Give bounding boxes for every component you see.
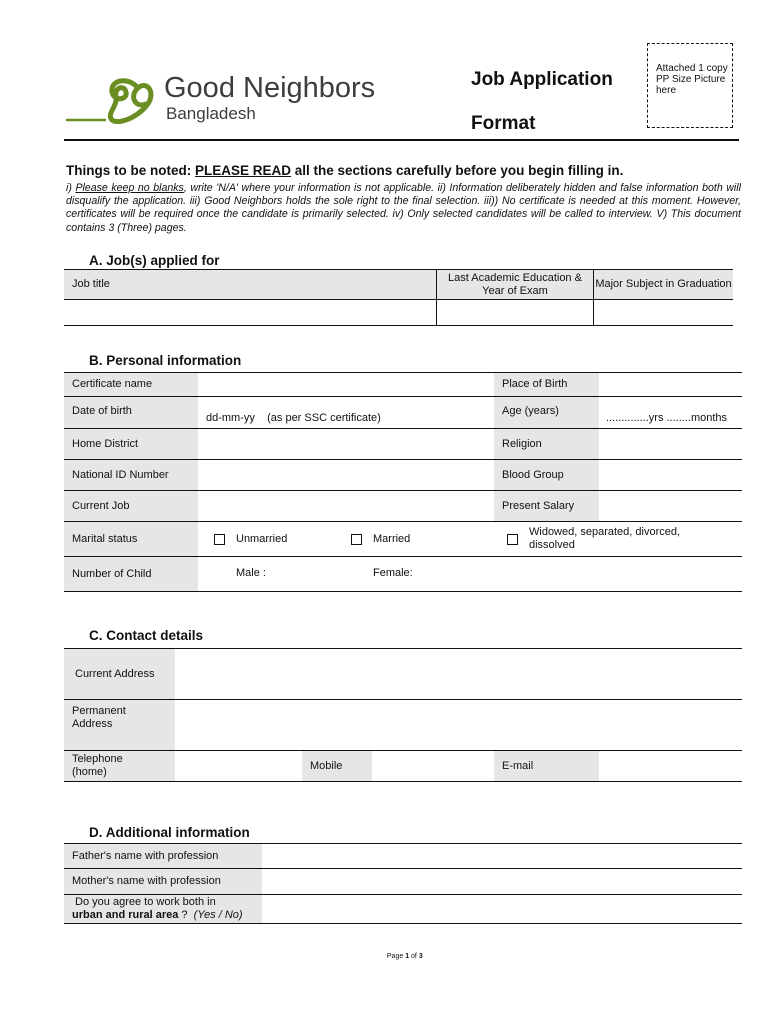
notice-body-rest: , write 'N/A' where your information is not applicable. ii) Information deliberately hidden and false information both will disqualify the application. iii) Good Neighbors holds the sole right to the final selection. iii)) No certificate is needed at this moment. However, certificates will be required once the candidate is primarily selected. iv) Only selected candidates will be called to interview. V) This document contains 3 (Three) pages. (66, 182, 741, 234)
col-major-label: Major Subject in Graduation (595, 278, 732, 290)
label-text: Father's name with profession (72, 849, 219, 862)
label-text: Current Job (72, 499, 130, 512)
checkbox-married[interactable] (351, 534, 362, 545)
label-agree (64, 895, 262, 923)
label-text: Home District (72, 437, 139, 450)
logo-mark-icon (66, 74, 166, 124)
telephone-input[interactable] (176, 751, 302, 781)
page-num: 1 (405, 953, 410, 960)
label-text: Mobile (310, 759, 343, 772)
label-text: Religion (502, 437, 542, 450)
page-total: 3 (418, 953, 423, 960)
label-permanent-address (64, 700, 175, 750)
current-address-input[interactable] (176, 649, 742, 699)
option-married: Married (373, 533, 411, 545)
label-telephone (64, 751, 175, 781)
label-text: Permanent Address (72, 705, 126, 730)
agree-line1: Do you agree to work both in (72, 896, 216, 908)
label-text: Blood Group (502, 468, 564, 481)
notice-body-prefix: i) (66, 182, 76, 194)
label-national-id (64, 460, 198, 490)
label-age (494, 397, 599, 428)
label-text: Marital status (72, 532, 138, 545)
notice-heading (66, 163, 623, 178)
label-text: Present Salary (502, 499, 575, 512)
agree-hint: (Yes / No) (193, 909, 243, 921)
label-number-of-child (64, 557, 198, 591)
label-text: Place of Birth (502, 378, 568, 390)
col-major (594, 270, 733, 299)
logo (66, 74, 386, 124)
divider (64, 923, 742, 924)
page-number (383, 946, 423, 960)
form-title-line2: Format (471, 113, 536, 134)
col-job-title-label: Job title (72, 278, 110, 290)
home-district-input[interactable] (199, 429, 494, 459)
male-label: Male : (236, 567, 266, 579)
divider (64, 591, 742, 592)
label-blood-group (494, 460, 599, 490)
certificate-name-input[interactable] (199, 373, 494, 396)
section-a-title: A. Job(s) applied for (89, 253, 220, 268)
national-id-input[interactable] (199, 460, 494, 490)
label-text: Current Address (75, 667, 155, 680)
checkbox-widowed[interactable] (507, 534, 518, 545)
notice-rest: all the sections carefully before you begin filling in. (291, 163, 624, 178)
form-title-line1: Job Application (471, 69, 613, 90)
agree-bold: urban and rural area (72, 909, 179, 921)
label-mother (64, 869, 262, 894)
header-rule (64, 139, 739, 141)
photo-note: Attached 1 copy PP Size Picture here (656, 63, 728, 96)
checkbox-unmarried[interactable] (214, 534, 225, 545)
current-job-input[interactable] (199, 491, 494, 521)
section-c-title: C. Contact details (89, 628, 204, 643)
col-job-title (64, 270, 436, 299)
education-input[interactable] (437, 300, 593, 325)
mother-input[interactable] (263, 869, 742, 894)
label-text: National ID Number (72, 468, 169, 481)
notice-emphasis: PLEASE READ (194, 163, 292, 178)
label-present-salary (494, 491, 599, 521)
label-certificate-name (64, 373, 198, 396)
label-current-address (64, 649, 175, 699)
dob-hint: dd-mm-yy (as per SSC certificate) (206, 412, 381, 424)
present-salary-input[interactable] (600, 491, 742, 521)
label-current-job (64, 491, 198, 521)
label-text: Telephone (home) (72, 753, 123, 778)
page-word: Page (386, 953, 406, 960)
option-unmarried: Unmarried (236, 533, 288, 545)
col-education-label: Last Academic Education & Year of Exam (448, 271, 582, 297)
agree-input[interactable] (263, 895, 742, 923)
divider (64, 325, 733, 326)
label-text: Number of Child (72, 567, 152, 580)
agree-line2 (72, 909, 262, 922)
label-mobile (302, 751, 372, 781)
blood-group-input[interactable] (600, 460, 742, 490)
label-home-district (64, 429, 198, 459)
label-father (64, 844, 262, 868)
mobile-input[interactable] (373, 751, 494, 781)
notice-body-underlined: Please keep no blanks (75, 182, 184, 194)
label-text: Date of birth (72, 405, 132, 417)
email-input[interactable] (600, 751, 742, 781)
permanent-address-input[interactable] (176, 700, 742, 750)
label-text: Certificate name (72, 378, 153, 390)
photo-placeholder[interactable] (647, 43, 733, 128)
label-text: E-mail (502, 759, 534, 772)
org-country: Bangladesh (166, 104, 256, 123)
date-of-birth-input[interactable] (199, 397, 494, 428)
notice-lead: Things to be noted: (66, 163, 195, 178)
religion-input[interactable] (600, 429, 742, 459)
section-b-title: B. Personal information (89, 353, 242, 368)
divider (64, 781, 742, 782)
job-title-input[interactable] (64, 300, 436, 325)
age-input[interactable] (600, 397, 742, 428)
female-label: Female: (373, 567, 413, 579)
of-word: of (409, 953, 419, 960)
age-hint: ..............yrs ........months (606, 412, 728, 424)
notice-body (66, 182, 741, 235)
female-count-input[interactable] (420, 560, 510, 588)
label-text: Mother's name with profession (72, 875, 221, 887)
major-input[interactable] (594, 300, 733, 325)
section-d-title: D. Additional information (89, 825, 250, 840)
place-of-birth-input[interactable] (600, 373, 742, 396)
label-date-of-birth (64, 397, 198, 428)
org-name: Good Neighbors (164, 72, 376, 104)
col-education (437, 270, 593, 299)
label-text: Age (years) (502, 405, 559, 417)
label-place-of-birth (494, 373, 599, 396)
agree-q: ? (178, 909, 194, 921)
label-email (494, 751, 599, 781)
father-input[interactable] (263, 844, 742, 868)
male-count-input[interactable] (272, 560, 362, 588)
label-marital-status (64, 522, 198, 556)
option-widowed: Widowed, separated, divorced, dissolved (529, 526, 681, 551)
label-religion (494, 429, 599, 459)
